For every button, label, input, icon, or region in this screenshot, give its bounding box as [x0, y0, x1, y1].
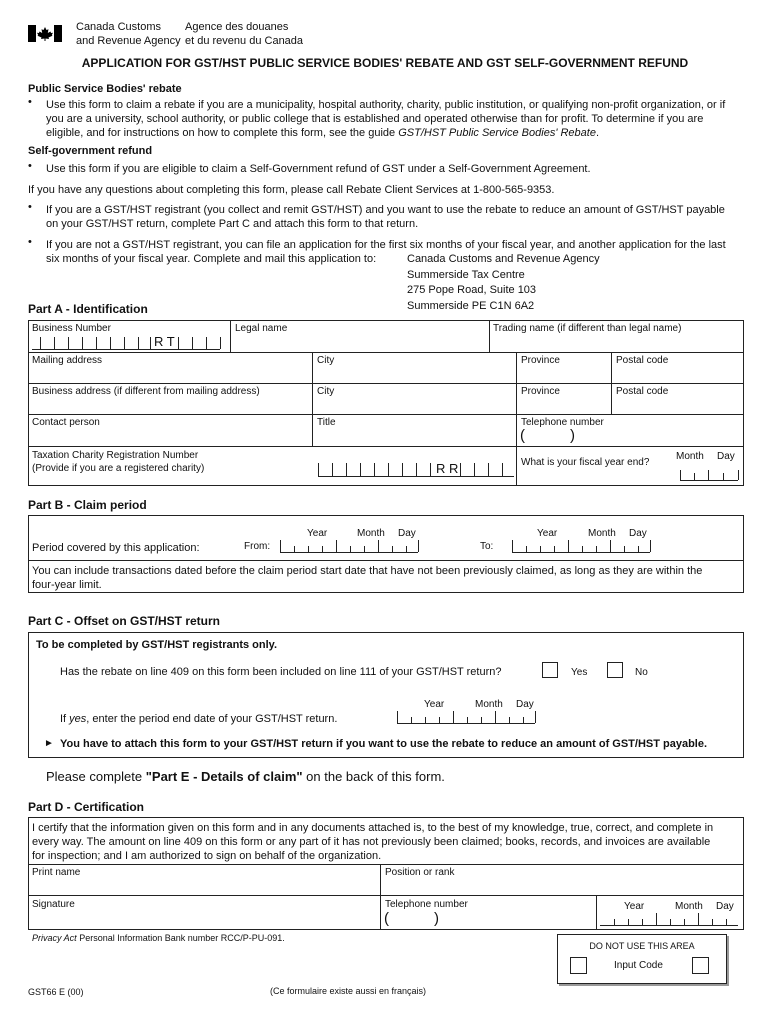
paren-close: ) — [570, 427, 575, 444]
period-end-year-label: Year — [424, 699, 445, 710]
from-label: From: — [244, 541, 271, 552]
part-d-heading: Part D - Certification — [28, 800, 145, 814]
input-code-box-right — [692, 957, 709, 974]
from-month-label: Month — [357, 528, 385, 539]
canada-flag-logo — [28, 25, 62, 42]
city-field-2[interactable] — [314, 397, 514, 413]
agency-fr: Agence des douanes et du revenu du Canada — [185, 21, 304, 47]
mailing-address-label: Mailing address — [32, 355, 103, 366]
position-field[interactable] — [382, 878, 742, 894]
business-address-label: Business address (if different from mailing address) — [32, 386, 260, 397]
period-end-date-field[interactable] — [397, 711, 537, 725]
postal-code-label: Postal code — [616, 355, 669, 366]
part-c-question: Has the rebate on line 409 on this form been included on line 111 of your GST/HST return? — [60, 666, 502, 678]
from-year-label: Year — [307, 528, 328, 539]
day-label: Day — [717, 451, 735, 462]
sign-date-field[interactable] — [600, 913, 740, 927]
form-number: GST66 E (00) — [28, 987, 84, 997]
business-number-label: Business Number — [32, 323, 111, 334]
to-date-field[interactable] — [512, 540, 652, 554]
yes-checkbox[interactable] — [542, 662, 558, 678]
to-day-label: Day — [629, 528, 647, 539]
psb-text: Use this form to claim a rebate if you are a municipality, hospital authority, charity, public institution, or qualifying non-profit organization, or if you are a university, school authority, or public college that is established and operated otherwise than for profit. To determine if you are eligible, and for instructions on how to complete this form, see the guide GST/HST Public Service Bodies' Rebate. — [46, 99, 726, 139]
agency-en: Canada Customs and Revenue Agency — [76, 21, 181, 47]
fiscal-year-end-field[interactable] — [680, 464, 740, 482]
province-label: Province — [521, 355, 560, 366]
title-label: Title — [317, 417, 336, 428]
mailing-address-field[interactable] — [30, 366, 310, 382]
contact-person-field[interactable] — [30, 428, 310, 445]
city-label-2: City — [317, 386, 335, 397]
business-number-field[interactable] — [32, 334, 222, 350]
part-c-subheading: To be completed by GST/HST registrants only. — [36, 639, 278, 651]
postal-code-label-2: Postal code — [616, 386, 669, 397]
privacy-act-note: Privacy Act Personal Information Bank number RCC/P-PU-091. — [32, 933, 285, 943]
postal-code-field[interactable] — [613, 366, 741, 382]
to-year-label: Year — [537, 528, 558, 539]
bullet-icon: • — [28, 201, 32, 213]
trading-name-field[interactable] — [491, 334, 741, 350]
certification-text: I certify that the information given on this form and in any documents attached is, to the best of my knowledge, true, correct, and complete in every way. The amount on line 409 on this form or any part of it has not previously been claimed; books, records, and invoices are available for inspection; and I am authorized to sign on behalf of the organization. — [32, 822, 714, 862]
paren-open: ( — [520, 427, 525, 444]
do-not-use-label: DO NOT USE THIS AREA — [589, 941, 695, 951]
legal-name-label: Legal name — [235, 323, 288, 334]
mailing-address-block: Canada Customs and Revenue Agency Summerside Tax Centre 275 Pope Road, Suite 103 Summerside PE C1N 6A2 — [407, 253, 600, 312]
to-month-label: Month — [588, 528, 616, 539]
bullet-icon: • — [28, 96, 32, 108]
no-checkbox[interactable] — [607, 662, 623, 678]
attach-note: You have to attach this form to your GST/HST return if you want to use the rebate to reduce an amount of GST/HST payable. — [60, 738, 708, 750]
paren-close: ) — [434, 910, 439, 927]
signature-field[interactable] — [30, 910, 378, 928]
claim-period-note: You can include transactions dated before the claim period start date that have not been previously claimed, as long as they are within the four-year limit. — [32, 565, 703, 591]
period-end-day-label: Day — [516, 699, 534, 710]
title-field[interactable] — [314, 428, 514, 445]
part-a-heading: Part A - Identification — [28, 302, 148, 316]
questions-text: If you have any questions about completing this form, please call Rebate Client Services at 1-800-565-9353. — [28, 184, 555, 196]
charity-number-field[interactable] — [318, 458, 514, 478]
contact-person-label: Contact person — [32, 417, 100, 428]
fiscal-year-end-label: What is your fiscal year end? — [521, 457, 650, 468]
charity-label: Taxation Charity Registration Number (Provide if you are a registered charity) — [32, 450, 205, 474]
business-address-field[interactable] — [30, 397, 310, 413]
print-name-label: Print name — [32, 867, 81, 878]
telephone-label: Telephone number — [521, 417, 604, 428]
part-b-heading: Part B - Claim period — [28, 498, 147, 512]
sg-text: Use this form if you are eligible to claim a Self-Government refund of GST under a Self-Government Agreement. — [46, 163, 591, 175]
period-end-month-label: Month — [475, 699, 503, 710]
legal-name-field[interactable] — [232, 334, 487, 350]
sign-day-label: Day — [716, 901, 734, 912]
sign-year-label: Year — [624, 901, 645, 912]
from-date-field[interactable] — [280, 540, 420, 554]
french-note: (Ce formulaire existe aussi en français) — [270, 986, 427, 996]
part-e-note: Please complete "Part E - Details of claim" on the back of this form. — [46, 769, 445, 784]
province-field[interactable] — [518, 366, 609, 382]
paren-open: ( — [384, 910, 389, 927]
to-label: To: — [480, 541, 494, 552]
city-label: City — [317, 355, 335, 366]
province-label-2: Province — [521, 386, 560, 397]
bullet-icon: • — [28, 160, 32, 172]
province-field-2[interactable] — [518, 397, 609, 413]
signature-label: Signature — [32, 899, 75, 910]
yes-label: Yes — [571, 667, 588, 678]
bullet-icon: • — [28, 236, 32, 248]
input-code-label: Input Code — [614, 960, 663, 971]
if-yes-text: If yes, enter the period end date of your GST/HST return. — [60, 713, 338, 725]
form-title: APPLICATION FOR GST/HST PUBLIC SERVICE BODIES' REBATE AND GST SELF-GOVERNMENT REFUND — [81, 56, 689, 70]
telephone-label-d: Telephone number — [385, 899, 468, 910]
sg-heading: Self-government refund — [28, 145, 153, 157]
arrow-right-icon: ► — [44, 738, 54, 749]
registrant-text: If you are a GST/HST registrant (you collect and remit GST/HST) and you want to use the rebate to reduce an amount of GST/HST payable on your GST/HST return, complete Part C and attach this form to that return. — [46, 204, 725, 230]
non-registrant-text: If you are not a GST/HST registrant, you can file an application for the first six months of your fiscal year, and another application for the last six months of your fiscal year. Complete and mail this application to: — [46, 239, 726, 265]
trading-name-label: Trading name (if different than legal name) — [493, 323, 682, 334]
rt-label: R T — [154, 334, 175, 349]
postal-code-field-2[interactable] — [613, 397, 741, 413]
no-label: No — [635, 667, 648, 678]
part-c-heading: Part C - Offset on GST/HST return — [28, 614, 221, 628]
telephone-field[interactable] — [518, 428, 740, 445]
input-code-box-left — [570, 957, 587, 974]
month-label: Month — [676, 451, 704, 462]
sign-month-label: Month — [675, 901, 703, 912]
from-day-label: Day — [398, 528, 416, 539]
rr-label: R R — [436, 461, 459, 476]
position-label: Position or rank — [385, 867, 455, 878]
telephone-field-d[interactable] — [382, 910, 594, 928]
period-label: Period covered by this application: — [32, 542, 200, 554]
print-name-field[interactable] — [30, 878, 378, 894]
city-field[interactable] — [314, 366, 514, 382]
psb-heading: Public Service Bodies' rebate — [28, 83, 182, 95]
